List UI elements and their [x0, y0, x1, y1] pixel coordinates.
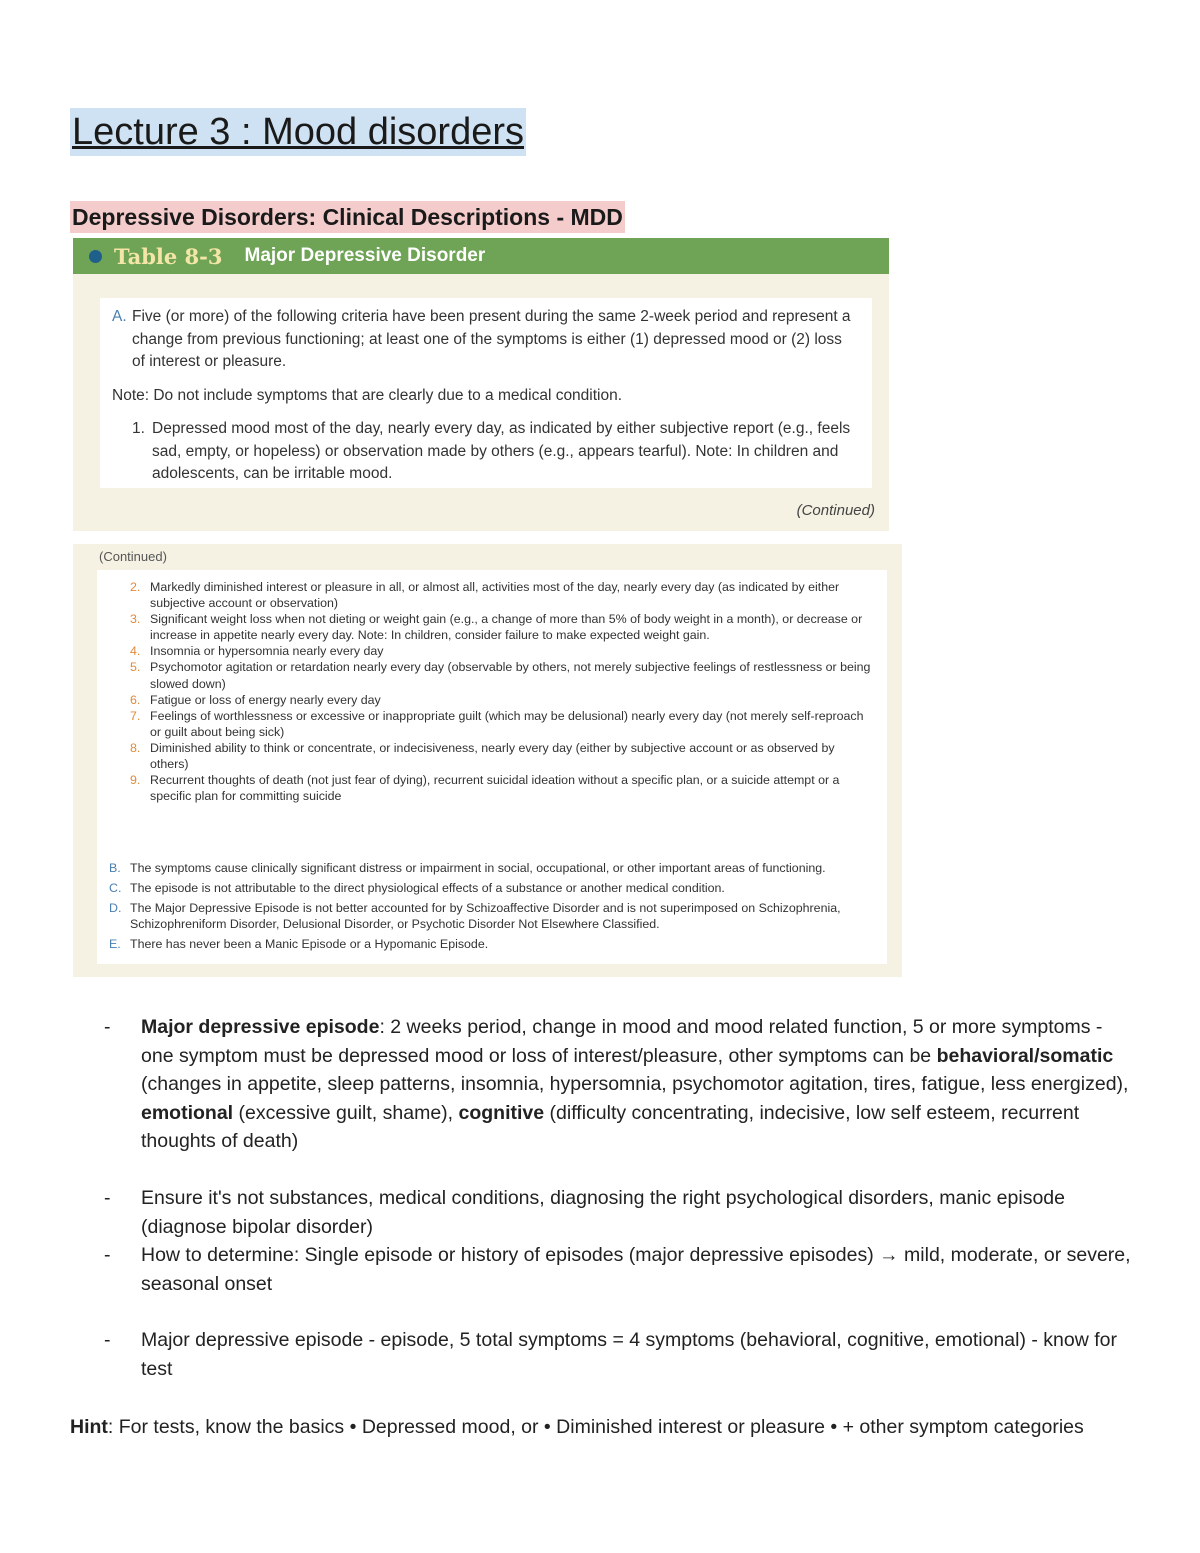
symptom-list	[97, 579, 875, 804]
criterion-label: C.	[109, 881, 122, 896]
note-text: : 2 weeks period, change in mood and mood related function, 5 or more symptoms - one symptom must be depressed mood or loss of interest/pleasure, other symptoms can be	[141, 1016, 1103, 1067]
symptom-text: Diminished ability to think or concentrate, or indecisiveness, nearly every day (either by subjective account or as observed by others)	[150, 740, 835, 772]
term-behavioral-somatic: behavioral/somatic	[936, 1044, 1114, 1067]
criterion-text: The episode is not attributable to the direct physiological effects of a substance or another medical condition.	[130, 881, 725, 896]
table-number: Table 8-3	[114, 243, 223, 269]
symptom-item	[97, 740, 875, 772]
symptom-item	[97, 708, 875, 740]
note-text: Ensure it's not substances, medical conditions, diagnosing the right psychological disorders, manic episode (diagnose bipolar disorder)	[141, 1186, 1065, 1238]
continued-footer: (Continued)	[796, 502, 875, 519]
symptom-text: Markedly diminished interest or pleasure in all, or almost all, activities most of the day, nearly every day (as indicated by either subjective account or observation)	[150, 580, 840, 611]
symptom-item	[97, 772, 875, 804]
continued-header: (Continued)	[99, 549, 167, 564]
symptom-item	[97, 692, 875, 708]
symptom-text: Depressed mood most of the day, nearly every day, as indicated by either subjective report (e.g., feels sad, empty, or hopeless) or observation made by others (e.g., appears tearful). Note: In children and adolescents, can be irritable mood.	[152, 420, 851, 482]
hint-paragraph	[70, 1413, 1120, 1442]
bullet-dot-icon	[89, 250, 102, 263]
notes-list	[104, 1013, 1134, 1384]
symptom-item	[132, 418, 854, 486]
symptom-number: 3.	[130, 612, 141, 627]
dash-bullet: -	[104, 1186, 111, 1209]
criterion-text: Five (or more) of the following criteria have been present during the same 2-week period and represent a change from previous functioning; at least one of the symptoms is either (1) depressed mood or (2) loss of interest or pleasure.	[132, 308, 851, 370]
criteria-list	[97, 860, 875, 956]
criterion-a	[112, 306, 854, 374]
note-text: (excessive guilt, shame),	[233, 1101, 459, 1124]
symptom-number: 9.	[130, 773, 141, 788]
symptom-text: Insomnia or hypersomnia nearly every day	[150, 644, 384, 659]
criterion-item	[97, 860, 875, 876]
symptom-text: Psychomotor agitation or retardation nearly every day (observable by others, not merely subjective feelings of restlessness or being slowed down)	[150, 660, 871, 691]
symptom-number: 8.	[130, 740, 141, 755]
spacer	[104, 1156, 1134, 1184]
table-name: Major Depressive Disorder	[244, 245, 486, 266]
symptom-item	[97, 611, 875, 643]
symptom-item	[97, 579, 875, 611]
page-title: Lecture 3 : Mood disorders	[70, 108, 526, 156]
symptom-number: 4.	[130, 644, 141, 659]
note-item	[104, 1184, 1134, 1241]
note-text: Major depressive episode - episode, 5 total symptoms = 4 symptoms (behavioral, cognitive, emotional) - know for test	[141, 1329, 1117, 1380]
note-text: (changes in appetite, sleep patterns, insomnia, hypersomnia, psychomotor agitation, tires, fatigue, less energized),	[141, 1073, 1129, 1096]
term-major-depressive-episode: Major depressive episode	[141, 1016, 380, 1038]
criterion-text: The symptoms cause clinically significant distress or impairment in social, occupational, or other important areas of functioning.	[130, 861, 826, 875]
hint-text: : For tests, know the basics • Depressed mood, or • Diminished interest or pleasure • + other symptom categories	[107, 1416, 1084, 1438]
symptom-number: 1.	[132, 420, 145, 437]
symptom-text: Recurrent thoughts of death (not just fear of dying), recurrent suicidal ideation without a specific plan, or a suicide attempt or a specific plan for committing suicide	[150, 773, 840, 804]
note-text: (difficulty concentrating, indecisive, low self esteem, recurrent thoughts of death)	[141, 1101, 1080, 1153]
dash-bullet: -	[104, 1016, 111, 1038]
criterion-item	[97, 880, 875, 896]
dash-bullet: -	[104, 1244, 111, 1267]
symptom-number: 6.	[130, 692, 141, 707]
criterion-label: D.	[109, 901, 122, 916]
table-note: Note: Do not include symptoms that are clearly due to a medical condition.	[112, 387, 623, 404]
term-emotional: emotional	[141, 1101, 234, 1124]
table-body-continued	[97, 570, 887, 964]
criterion-item	[97, 900, 875, 932]
criterion-label: B.	[109, 861, 121, 875]
spacer	[104, 1298, 1134, 1326]
dash-bullet: -	[104, 1329, 111, 1352]
table-header-bar	[73, 238, 889, 274]
note-item	[104, 1013, 1134, 1156]
note-text: How to determine: Single episode or history of episodes (major depressive episodes) → mild, moderate, or severe, seasonal onset	[141, 1244, 1131, 1295]
criterion-label: A.	[112, 308, 127, 325]
section-heading: Depressive Disorders: Clinical Descriptions - MDD	[70, 201, 625, 233]
symptom-number: 7.	[130, 708, 141, 723]
criterion-item	[97, 936, 875, 952]
symptom-number: 5.	[130, 660, 141, 675]
symptom-item	[97, 643, 875, 659]
table-image-part-1	[73, 238, 889, 531]
criterion-text: The Major Depressive Episode is not better accounted for by Schizoaffective Disorder and is not superimposed on Schizophrenia, Schizophreniform Disorder, Delusional Disorder, or Psychotic Disorder Not Elsewhere Classified.	[130, 901, 841, 932]
symptom-text: Fatigue or loss of energy nearly every day	[150, 692, 381, 707]
symptom-item	[97, 659, 875, 691]
table-body	[100, 298, 872, 488]
table-image-part-2	[73, 544, 902, 977]
hint-label: Hint	[70, 1416, 108, 1438]
criterion-text: There has never been a Manic Episode or a Hypomanic Episode.	[130, 937, 489, 952]
symptom-text: Significant weight loss when not dieting or weight gain (e.g., a change of more than 5% of body weight in a month), or decrease or increase in appetite nearly every day. Note: In children, consider failure to make expected weight gain.	[150, 612, 863, 643]
symptom-text: Feelings of worthlessness or excessive or inappropriate guilt (which may be delusional) nearly every day (not merely self-reproach or guilt about being sick)	[150, 708, 864, 739]
criterion-label: E.	[109, 937, 121, 952]
note-item	[104, 1241, 1134, 1298]
term-cognitive: cognitive	[458, 1101, 545, 1124]
note-item	[104, 1326, 1134, 1383]
symptom-number: 2.	[130, 580, 141, 594]
